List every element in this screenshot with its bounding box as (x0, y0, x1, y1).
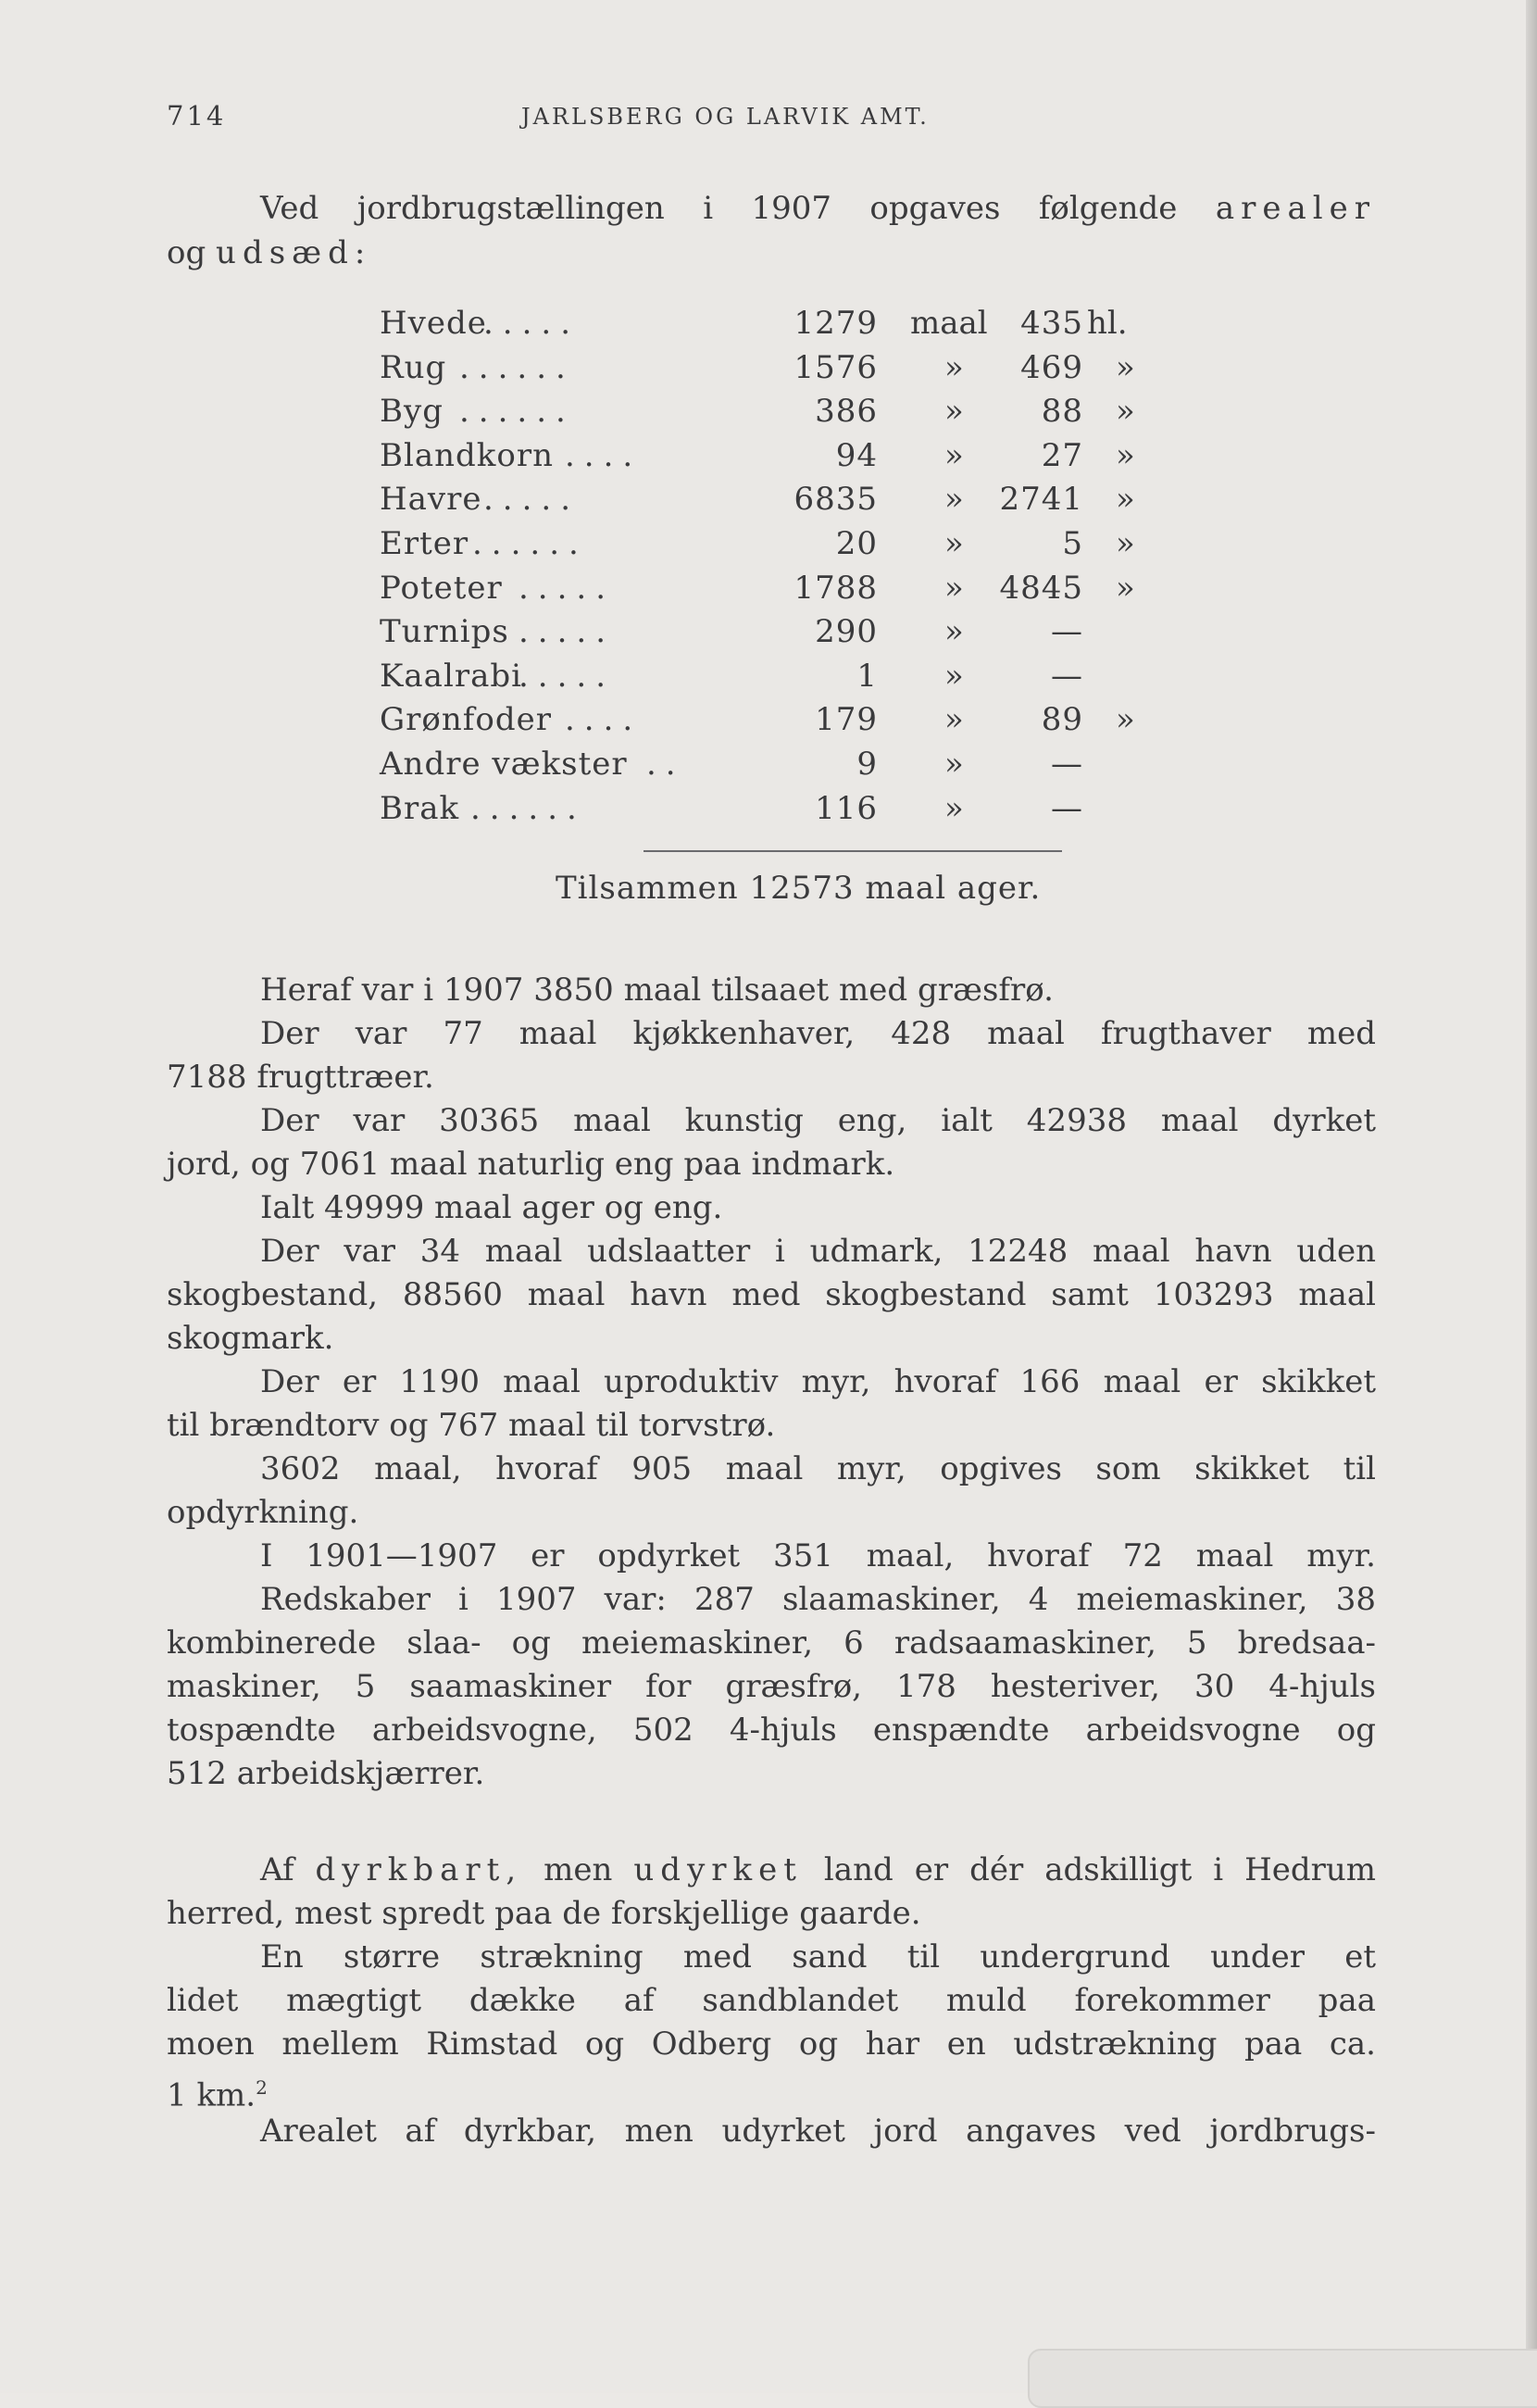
paragraph-11-line-3: moen mellem Rimstad og Odberg og har en udstrækning paa ca. (167, 2025, 1376, 2063)
area-value: 116 (815, 789, 878, 827)
intro-line-1: Ved jordbrugstællingen i 1907 opgaves følgende arealer (260, 190, 1377, 227)
area-unit: » (944, 657, 964, 695)
area-unit: » (944, 524, 964, 562)
paragraph-5-line-1: Der var 34 maal udslaatter i udmark, 12248 maal havn uden (260, 1233, 1376, 1270)
area-value: 1279 (793, 305, 878, 342)
area-unit: » (944, 701, 964, 739)
area-value: 6835 (793, 481, 878, 519)
yield-value: — (1051, 657, 1083, 695)
paragraph-5-line-3: skogmark. (167, 1320, 334, 1357)
paragraph-1: Heraf var i 1907 3850 maal tilsaaet med græsfrø. (260, 972, 1054, 1009)
paragraph-9-line-1: Redskaber i 1907 var: 287 slaamaskiner, 4 meiemaskiner, 38 (260, 1581, 1376, 1618)
area-value: 386 (815, 393, 878, 431)
area-unit: » (944, 789, 964, 827)
yield-unit: » (1116, 393, 1135, 431)
table-row (380, 655, 1213, 699)
yield-value: 27 (1041, 436, 1083, 474)
area-unit: » (944, 436, 964, 474)
crop-name: Grønfoder (380, 701, 552, 739)
running-title: JARLSBERG OG LARVIK AMT. (521, 104, 930, 130)
intro-line-2: og udsæd: (167, 234, 372, 271)
area-unit: » (944, 393, 964, 431)
paragraph-4: Ialt 49999 maal ager og eng. (260, 1189, 723, 1226)
table-total: Tilsammen 12573 maal ager. (556, 870, 1042, 907)
area-value: 290 (815, 613, 878, 651)
yield-value: 88 (1041, 393, 1083, 431)
table-row (380, 522, 1213, 567)
area-value: 20 (835, 524, 878, 562)
crop-name: Turnips (380, 613, 509, 651)
paragraph-7-line-1: 3602 maal, hvoraf 905 maal myr, opgives som skikket til (260, 1450, 1376, 1487)
yield-unit: » (1116, 524, 1135, 562)
crop-name: Rug (380, 348, 447, 386)
table-row (380, 787, 1213, 832)
yield-unit: » (1116, 701, 1135, 739)
yield-unit: hl. (1087, 305, 1128, 342)
crop-name: Brak (380, 789, 460, 827)
paragraph-8: I 1901—1907 er opdyrket 351 maal, hvoraf 72 maal myr. (260, 1537, 1376, 1574)
yield-unit: » (1116, 481, 1135, 519)
leader-dots: ..... (483, 481, 581, 519)
table-row (380, 390, 1213, 434)
leader-dots: ...... (470, 789, 586, 827)
leader-dots: .... (565, 436, 643, 474)
table-row (380, 610, 1213, 655)
area-unit: » (944, 348, 964, 386)
crop-table (380, 302, 1213, 831)
table-row (380, 302, 1213, 346)
area-value: 179 (815, 701, 878, 739)
crop-name: Kaalrabi (380, 657, 522, 695)
table-row (380, 434, 1213, 479)
page-header (167, 100, 1370, 137)
yield-value: 435 (1020, 305, 1083, 342)
paragraph-2-line-2: 7188 frugttræer. (167, 1059, 434, 1096)
paragraph-11-line-1: En større strækning med sand til undergrund under et (260, 1938, 1376, 1975)
paragraph-2-line-1: Der var 77 maal kjøkkenhaver, 428 maal frugthaver med (260, 1015, 1376, 1052)
area-unit: » (944, 613, 964, 651)
page-stain (1028, 2349, 1537, 2408)
yield-value: 89 (1041, 701, 1083, 739)
table-row (380, 346, 1213, 391)
paragraph-9-line-4: tospændte arbeidsvogne, 502 4-hjuls enspændte arbeidsvogne og (167, 1712, 1376, 1749)
leader-dots: ..... (519, 613, 616, 651)
crop-name: Byg (380, 393, 444, 431)
leader-dots: .... (565, 701, 643, 739)
paragraph-5-line-2: skogbestand, 88560 maal havn med skogbestand samt 103293 maal (167, 1276, 1376, 1313)
leader-dots: ...... (472, 524, 588, 562)
leader-dots: ..... (519, 569, 616, 607)
crop-name: Hvede (380, 305, 487, 342)
yield-value: 469 (1020, 348, 1083, 386)
yield-unit: » (1116, 436, 1135, 474)
paragraph-10-line-2: herred, mest spredt paa de forskjellige gaarde. (167, 1895, 921, 1932)
paragraph-11-line-4: 1 km.$^2$ (167, 2076, 268, 2114)
yield-value: — (1051, 789, 1083, 827)
crop-name: Andre vækster (380, 745, 628, 783)
leader-dots: ...... (459, 393, 575, 431)
paragraph-3-line-1: Der var 30365 maal kunstig eng, ialt 42938 maal dyrket (260, 1102, 1376, 1139)
paragraph-9-line-3: maskiner, 5 saamaskiner for græsfrø, 178 hesteriver, 30 4-hjuls (167, 1668, 1376, 1705)
area-unit: maal (910, 305, 988, 342)
paragraph-7-line-2: opdyrkning. (167, 1494, 359, 1531)
yield-unit: » (1116, 348, 1135, 386)
crop-name: Erter (380, 524, 469, 562)
paragraph-3-line-2: jord, og 7061 maal naturlig eng paa indmark. (167, 1146, 895, 1183)
leader-dots: ...... (459, 348, 575, 386)
paragraph-6-line-2: til brændtorv og 767 maal til torvstrø. (167, 1407, 776, 1444)
page-edge (1526, 0, 1537, 2393)
paragraph-9-line-5: 512 arbeidskjærrer. (167, 1755, 485, 1792)
area-unit: » (944, 481, 964, 519)
yield-value: 4845 (999, 569, 1083, 607)
leader-dots: .. (646, 745, 685, 783)
area-unit: » (944, 745, 964, 783)
paragraph-12: Arealet af dyrkbar, men udyrket jord angaves ved jordbrugs- (260, 2113, 1376, 2150)
page-number: 714 (167, 100, 227, 132)
yield-value: — (1051, 745, 1083, 783)
table-row (380, 567, 1213, 611)
crop-name: Havre (380, 481, 482, 519)
area-value: 94 (835, 436, 878, 474)
area-value: 1788 (793, 569, 878, 607)
table-row (380, 698, 1213, 743)
yield-value: — (1051, 613, 1083, 651)
table-row (380, 743, 1213, 787)
paragraph-6-line-1: Der er 1190 maal uproduktiv myr, hvoraf 166 maal er skikket (260, 1363, 1376, 1400)
paragraph-11-line-2: lidet mægtigt dække af sandblandet muld forekommer paa (167, 1982, 1376, 2019)
area-value: 1 (856, 657, 878, 695)
table-row (380, 478, 1213, 522)
paragraph-9-line-2: kombinerede slaa- og meiemaskiner, 6 radsaamaskiner, 5 bredsaa- (167, 1624, 1376, 1662)
yield-value: 2741 (999, 481, 1083, 519)
yield-unit: » (1116, 569, 1135, 607)
area-unit: » (944, 569, 964, 607)
crop-name: Blandkorn (380, 436, 555, 474)
area-value: 9 (856, 745, 878, 783)
area-value: 1576 (793, 348, 878, 386)
yield-value: 5 (1062, 524, 1083, 562)
leader-dots: ..... (483, 305, 581, 342)
sum-rule (644, 850, 1062, 852)
footnote-superscript: 2 (256, 2076, 268, 2099)
leader-dots: ..... (519, 657, 616, 695)
paragraph-10-line-1: Af dyrkbart, men udyrket land er dér adskilligt i Hedrum (260, 1851, 1377, 1888)
crop-name: Poteter (380, 569, 503, 607)
